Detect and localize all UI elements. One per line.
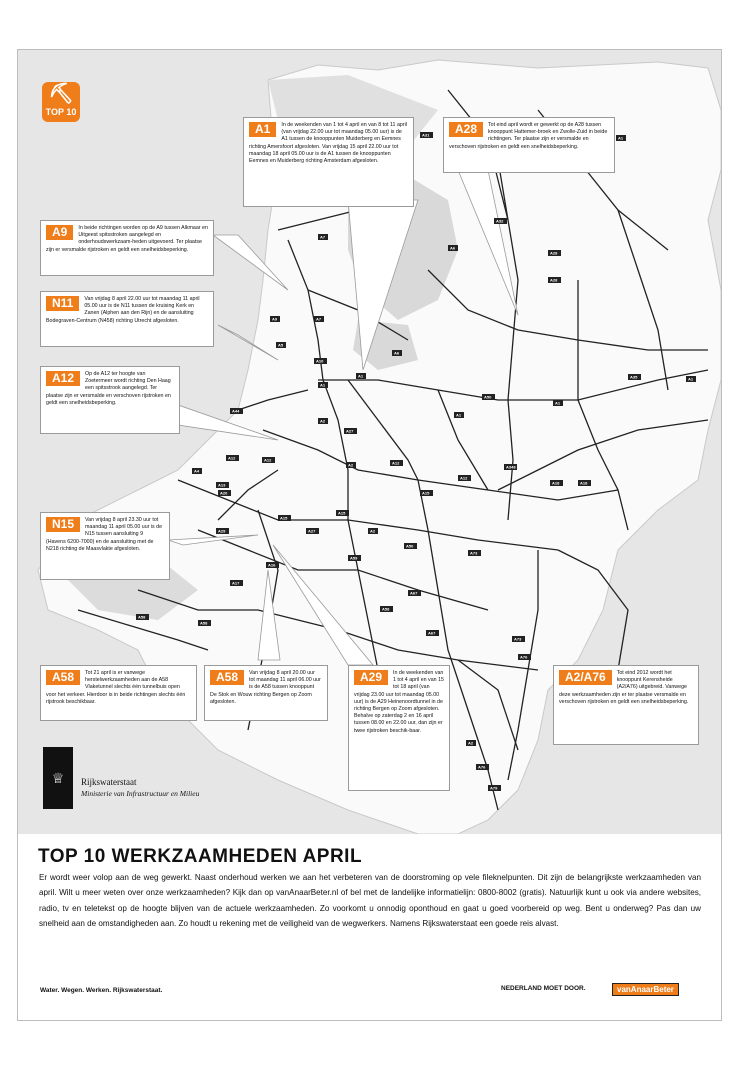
svg-text:A76: A76: [478, 764, 486, 770]
note-a1-text: In de weekenden van 1 tot 4 april en van 8 tot 11 april (van vrijdag 22.00 uur tot maandag 05.00 uur) is de A1 tussen de knooppunten Muiderberg en Eemnes richting Amersfoort afgesloten. Van vrijdag 15 april 22.00 uur tot maandag 18 april 05.00 uur is de A1 tussen de knooppunten Eemnes en Muiderberg richting Amsterdam afgesloten.: [249, 122, 407, 165]
note-a58-destok: [204, 665, 328, 721]
footer-campaign: NEDERLAND MOET DOOR.: [501, 985, 586, 992]
note-a2-a76-text: Tot eind 2012 wordt het knooppunt Kerensheide (A2/A76) uitgebreid. Vanwege deze werkzaamheden zijn er ter plaatse versmalde en verschoven rijstroken en geldt een snelheidsbeperking.: [559, 670, 689, 705]
svg-text:A16: A16: [268, 562, 276, 568]
svg-text:A44: A44: [232, 408, 240, 414]
svg-text:A58: A58: [138, 614, 146, 620]
note-a58-vlaketunnel-text: Tot 21 april is er vanwege herstelwerkzaamheden aan de A58 Vlaketunnel slechts één tunnelbuis open voor het verkeer. Hierdoor is in beide richtingen slechts één rijstrook beschikbaar.: [46, 670, 186, 705]
note-a58-vlaketunnel: [40, 665, 197, 721]
badge-a9: A9: [46, 225, 73, 240]
note-a29-text: In de weekenden van 1 tot 4 april en van 15 tot 18 april (van vrijdag 23.00 uur tot maandag 05.00 uur) is de A29 Heinenoordtunnel in de richting Bergen op Zoom afgesloten. Behalve op zaterdag 2 en 16 april tussen 08.00 en 22.00 uur, dan zijn er twee rijstroken beschik-baar.: [354, 670, 444, 734]
note-a12: [40, 366, 180, 434]
note-a12-text: Op de A12 ter hoogte van Zoetermeer wordt richting Den Haag een spitsstrook aangelegd. Ter plaatse zijn er versmalde en verschoven rijstroken en geldt een snelheidsbeperking.: [46, 371, 171, 406]
svg-text:A17: A17: [232, 580, 240, 586]
svg-text:A15: A15: [422, 490, 430, 496]
svg-text:A2: A2: [320, 418, 326, 424]
svg-text:A1: A1: [618, 135, 624, 141]
svg-text:A50: A50: [484, 394, 492, 400]
top10-logo: [42, 82, 80, 122]
note-a58-destok-text: Van vrijdag 8 april 20.00 uur tot maandag 11 april 06.00 uur is de A58 tussen knooppunt De Stok en Wouw richting Bergen op Zoom afgesloten.: [210, 670, 321, 705]
intro-text: Er wordt weer volop aan de weg gewerkt. Naast onderhoud werken we aan het verbeteren van de doorstroming op vele fileknelpunten. Dit zijn de belangrijkste werkzaamheden van april. Wilt u meer weten over onze werkzaamheden? Kijk dan op vanAnaarBeter.nl of bel met de landelijke informatielijn: 0800-8002 (gratis). Natuurlijk kunt u ook via andere websites, radio, tv en teletekst op de hoogte blijven van de actuele werkzaamheden. Zo voorkomt u onnodig oponthoud en gaat u goed voorbereid op weg. Bent u onderweg? Pas dan uw snelheid aan de omstandigheden aan. Zo houdt u rekening met de veiligheid van de wegwerkers. Namens Rijkswaterstaat een goede reis alvast.: [39, 873, 701, 928]
vananaarbeter-logo: vanAnaarBeter: [612, 983, 679, 996]
svg-text:A18: A18: [580, 480, 588, 486]
note-a1: [243, 117, 414, 207]
note-a28-text: Tot eind april wordt er gewerkt op de A28 tussen knooppunt Hattemer-broek en Zwolle-Zuid in beide richtingen. Ter plaatse zijn er versmalde en verschoven rijstroken en geldt een snelheidsbeperking.: [449, 122, 608, 150]
svg-text:A50: A50: [406, 543, 414, 549]
note-a9-text: In beide richtingen worden op de A9 tussen Alkmaar en Uitgeest spitsstroken aangelegd en onderhoudswerkzaam-heden uitgevoerd. Ter plaatse zijn er versmalde rijstroken en geldt een snelheidsbeperking.: [46, 225, 208, 253]
badge-n15: N15: [46, 517, 80, 532]
svg-text:A15: A15: [280, 515, 288, 521]
svg-text:A13: A13: [218, 482, 226, 488]
svg-text:A29: A29: [218, 528, 226, 534]
badge-a12: A12: [46, 371, 80, 386]
road-worker-icon: ⛏: [48, 83, 74, 105]
svg-text:A1: A1: [555, 400, 561, 406]
svg-text:A1: A1: [688, 376, 694, 382]
ministry-name: Ministerie van Infrastructuur en Milieu: [81, 789, 200, 798]
svg-text:A7: A7: [316, 316, 322, 322]
svg-text:A1: A1: [456, 412, 462, 418]
note-n15: [40, 512, 170, 580]
svg-text:A2: A2: [348, 462, 354, 468]
page-title: TOP 10 WERKZAAMHEDEN APRIL: [38, 846, 363, 867]
badge-a1: A1: [249, 122, 276, 137]
poster: [17, 49, 722, 1021]
badge-a2-a76: A2/A76: [559, 670, 612, 685]
svg-text:A35: A35: [630, 374, 638, 380]
svg-text:A76: A76: [520, 654, 528, 660]
svg-text:A6: A6: [450, 245, 456, 251]
top10-label: TOP 10: [45, 107, 77, 117]
note-a2-a76: [553, 665, 699, 745]
svg-text:A12: A12: [460, 475, 468, 481]
svg-text:A67: A67: [410, 590, 418, 596]
svg-text:A73: A73: [470, 550, 478, 556]
svg-text:A1: A1: [358, 373, 364, 379]
badge-a58-2: A58: [210, 670, 244, 685]
note-n11: [40, 291, 214, 347]
svg-text:A28: A28: [550, 277, 558, 283]
svg-text:A12: A12: [264, 457, 272, 463]
svg-text:A27: A27: [346, 428, 354, 434]
note-a28: [443, 117, 615, 173]
svg-text:A32: A32: [496, 218, 504, 224]
note-a9: [40, 220, 214, 276]
svg-text:A10: A10: [316, 358, 324, 364]
svg-text:A31: A31: [422, 132, 430, 138]
svg-text:A2: A2: [468, 740, 474, 746]
svg-text:A20: A20: [220, 490, 228, 496]
badge-a29: A29: [354, 670, 388, 685]
svg-text:A27: A27: [308, 528, 316, 534]
svg-text:A348: A348: [506, 464, 516, 470]
svg-text:A79: A79: [490, 785, 498, 791]
crown-emblem-icon: ♕: [43, 747, 73, 809]
svg-text:A28: A28: [550, 250, 558, 256]
footer-slogan: Water. Wegen. Werken. Rijkswaterstaat.: [40, 987, 163, 994]
svg-text:A6: A6: [394, 350, 400, 356]
svg-text:A58: A58: [382, 606, 390, 612]
rijkswaterstaat-name: Rijkswaterstaat: [81, 777, 137, 787]
svg-text:A12: A12: [392, 460, 400, 466]
note-n11-text: Van vrijdag 8 april 22.00 uur tot maandag 11 april 05.00 uur is de N11 tussen de kruising Kerk en Zanen (Alphen aan den Rijn) en de aansluiting Bodegraven-Centrum (N458) richting Utrecht afgesloten.: [46, 296, 200, 324]
svg-text:A58: A58: [200, 620, 208, 626]
svg-text:A1: A1: [320, 382, 326, 388]
svg-text:A12: A12: [228, 455, 236, 461]
svg-text:A2: A2: [370, 528, 376, 534]
note-n15-text: Van vrijdag 8 april 23.30 uur tot maandag 11 april 05.00 uur is de N15 tussen aansluiting 9 (Havens 6200-7000) en de aansluiting met de N218 richting de Maasvlakte afgesloten.: [46, 517, 163, 552]
svg-text:A73: A73: [514, 636, 522, 642]
svg-text:A4: A4: [194, 468, 200, 474]
svg-text:A5: A5: [278, 342, 284, 348]
badge-n11: N11: [46, 296, 79, 311]
note-a29: [348, 665, 450, 791]
badge-a58-1: A58: [46, 670, 80, 685]
svg-text:A7: A7: [320, 234, 326, 240]
svg-text:A67: A67: [428, 630, 436, 636]
badge-a28: A28: [449, 122, 483, 137]
svg-text:A15: A15: [338, 510, 346, 516]
svg-text:A18: A18: [552, 480, 560, 486]
svg-text:A59: A59: [350, 555, 358, 561]
svg-text:A9: A9: [272, 316, 278, 322]
